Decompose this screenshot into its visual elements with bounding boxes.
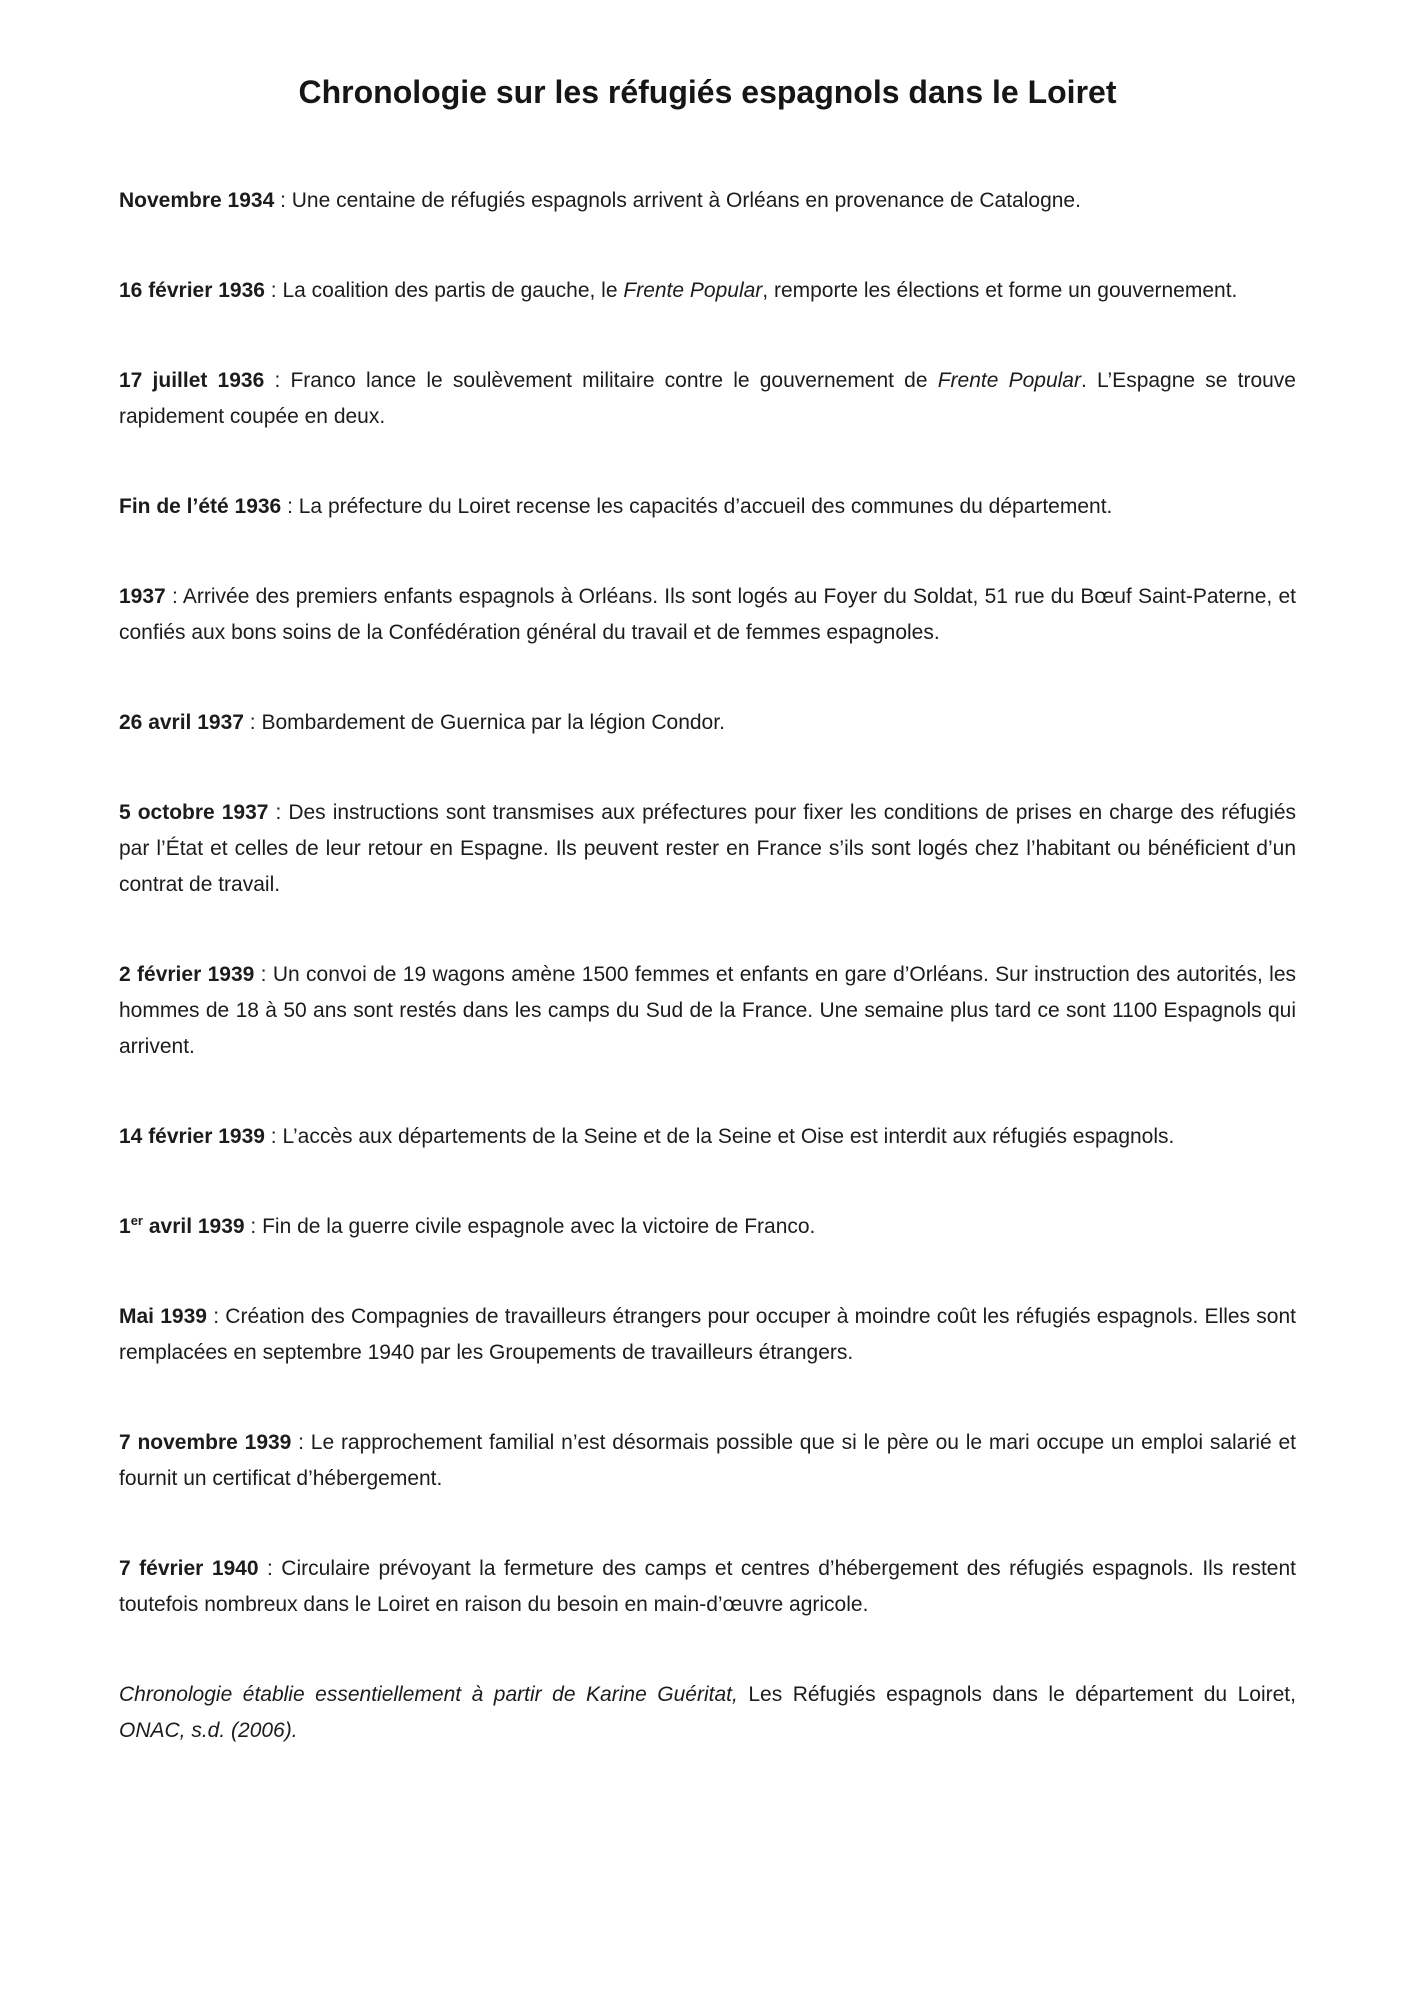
entry-text: , remporte les élections et forme un gouvernement. (762, 279, 1238, 302)
entry-date: 1 (119, 1215, 131, 1238)
entry-source-citation (119, 1677, 1296, 1749)
entry-text: : Des instructions sont transmises aux préfectures pour fixer les conditions de prises en charge des réfugiés par l’État et celles de leur retour en Espagne. Ils peuvent rester en France s’ils sont logés chez l’habitant ou bénéficient d’un contrat de travail. (119, 801, 1296, 896)
entry-date: 16 février 1936 (119, 279, 265, 302)
chronology-entries (119, 183, 1296, 1749)
entry-7-fevrier-1940 (119, 1551, 1296, 1623)
entry-date: 14 février 1939 (119, 1125, 265, 1148)
entry-date: 5 octobre 1937 (119, 801, 269, 824)
entry-date: 7 février 1940 (119, 1557, 259, 1580)
entry-text: : Fin de la guerre civile espagnole avec la victoire de Franco. (244, 1215, 816, 1238)
entry-italic-text: Frente Popular (937, 369, 1081, 392)
entry-novembre-1934 (119, 183, 1296, 219)
entry-14-fevrier-1939 (119, 1119, 1296, 1155)
entry-17-juillet-1936 (119, 363, 1296, 435)
entry-date: avril 1939 (143, 1215, 245, 1238)
entry-text: : Arrivée des premiers enfants espagnols à Orléans. Ils sont logés au Foyer du Soldat, 51 rue du Bœuf Saint-Paterne, et confiés aux bons soins de la Confédération général du travail et de femmes espagnoles. (119, 585, 1296, 644)
entry-date: Fin de l’été 1936 (119, 495, 282, 518)
entry-mai-1939 (119, 1299, 1296, 1371)
entry-1937 (119, 579, 1296, 651)
entry-date: 1937 (119, 585, 166, 608)
entry-text: : L’accès aux départements de la Seine et de la Seine et Oise est interdit aux réfugiés espagnols. (264, 1125, 1175, 1148)
entry-text: : La préfecture du Loiret recense les capacités d’accueil des communes du département. (281, 495, 1113, 518)
entry-text: : Le rapprochement familial n’est désormais possible que si le père ou le mari occupe un emploi salarié et fournit un certificat d’hébergement. (119, 1431, 1296, 1490)
entry-text: Les Réfugiés espagnols dans le département du Loiret, (737, 1683, 1296, 1706)
page-title: Chronologie sur les réfugiés espagnols dans le Loiret (298, 74, 1117, 110)
entry-date: Mai 1939 (119, 1305, 207, 1328)
entry-7-novembre-1939 (119, 1425, 1296, 1497)
entry-date: 2 février 1939 (119, 963, 255, 986)
entry-italic-text: Frente Popular (623, 279, 763, 302)
entry-date-superscript: er (130, 1213, 143, 1228)
entry-16-fevrier-1936 (119, 273, 1296, 309)
entry-date: Novembre 1934 (119, 189, 275, 212)
entry-text: : Franco lance le soulèvement militaire contre le gouvernement de (264, 369, 938, 392)
entry-date: 26 avril 1937 (119, 711, 244, 734)
entry-text: . L’Espagne se trouve rapidement coupée en deux. (119, 369, 1296, 428)
entry-text: : La coalition des partis de gauche, le (264, 279, 624, 302)
entry-text: : Bombardement de Guernica par la légion Condor. (243, 711, 725, 734)
entry-26-avril-1937 (119, 705, 1296, 741)
entry-text: : Création des Compagnies de travailleurs étrangers pour occuper à moindre coût les réfugiés espagnols. Elles sont remplacées en septembre 1940 par les Groupements de travailleurs étrangers. (119, 1305, 1296, 1364)
entry-fin-ete-1936 (119, 489, 1296, 525)
entry-text: : Circulaire prévoyant la fermeture des camps et centres d’hébergement des réfugiés espagnols. Ils restent toutefois nombreux dans le Loiret en raison du besoin en main-d’œuvre agricole. (119, 1557, 1296, 1616)
entry-text: : Une centaine de réfugiés espagnols arrivent à Orléans en provenance de Catalogne. (274, 189, 1081, 212)
entry-5-octobre-1937 (119, 795, 1296, 903)
entry-date: 7 novembre 1939 (119, 1431, 292, 1454)
entry-italic-text: ONAC, s.d. (2006). (119, 1719, 298, 1742)
entry-2-fevrier-1939 (119, 957, 1296, 1065)
entry-date: 17 juillet 1936 (119, 369, 265, 392)
entry-text: : Un convoi de 19 wagons amène 1500 femmes et enfants en gare d’Orléans. Sur instruction des autorités, les hommes de 18 à 50 ans sont restés dans les camps du Sud de la France. Une semaine plus tard ce sont 1100 Espagnols qui arrivent. (119, 963, 1296, 1058)
entry-1er-avril-1939 (119, 1209, 1296, 1245)
entry-italic-text: Chronologie établie essentiellement à partir de Karine Guéritat, (119, 1683, 738, 1706)
